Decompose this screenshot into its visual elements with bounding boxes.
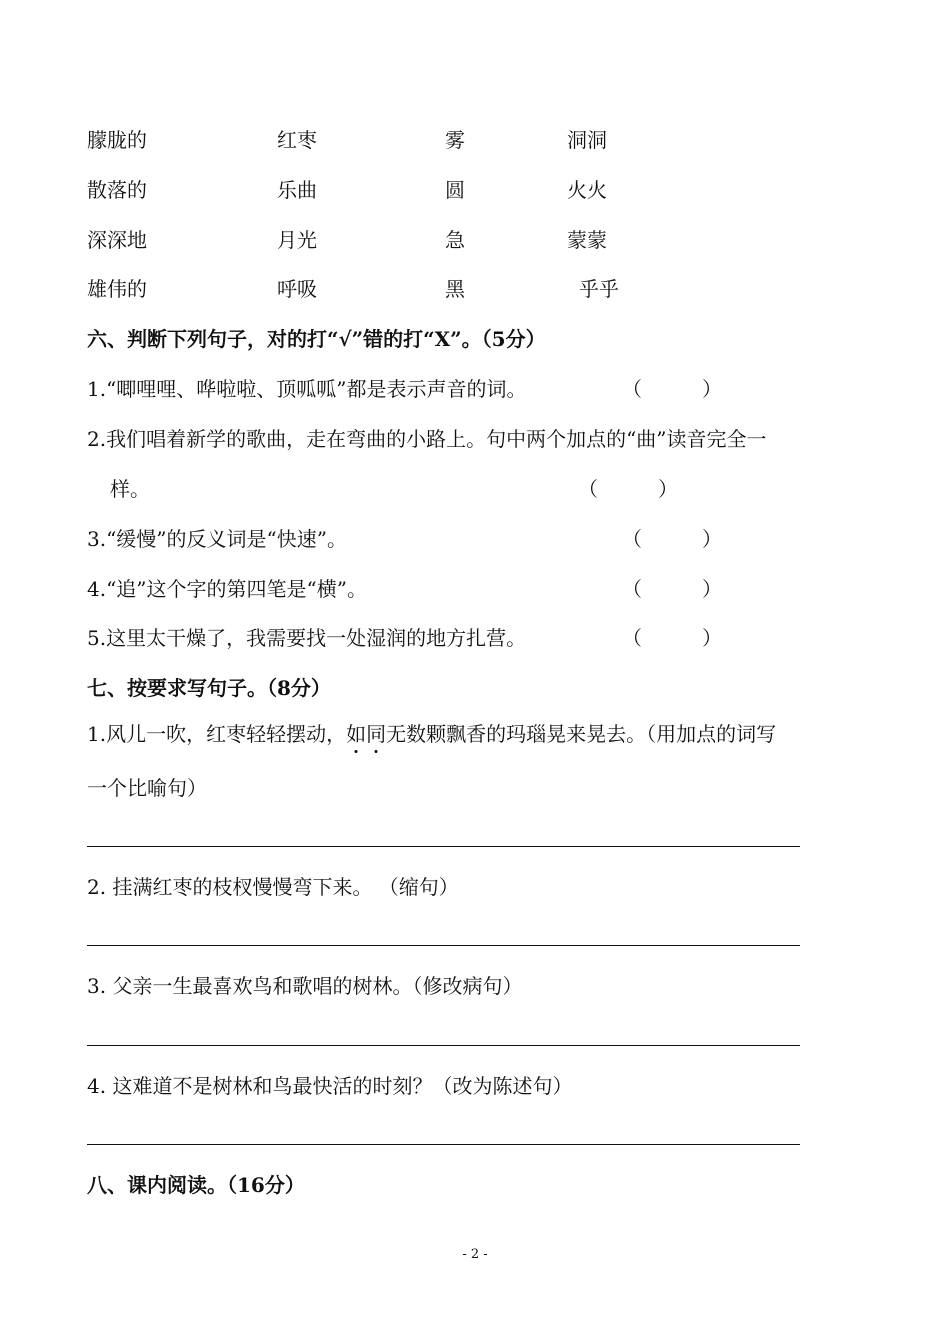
answer-paren-4[interactable]: （ ） <box>622 577 722 601</box>
page-number: - 2 - <box>462 1247 488 1262</box>
rewrite-item-1 <box>87 724 776 744</box>
word-cell: 乎乎 <box>579 277 619 301</box>
answer-paren-2[interactable]: （ ） <box>578 477 678 501</box>
emphasis-dot-char: 如 <box>346 722 367 746</box>
word-cell: 黑 <box>445 277 465 301</box>
rewrite-item-2: 2. 挂满红枣的枝杈慢慢弯下来。 （缩句） <box>87 875 459 899</box>
section8-title: 八、课内阅读。（16分） <box>87 1173 305 1197</box>
word-cell: 深深地 <box>87 228 147 252</box>
word-cell: 火火 <box>567 178 607 202</box>
answer-paren-1[interactable]: （ ） <box>622 377 722 401</box>
section7-title: 七、按要求写句子。（8分） <box>87 676 331 700</box>
judge-item-2-cont: 样。 <box>110 477 150 501</box>
word-cell: 雾 <box>445 128 465 152</box>
word-cell: 红枣 <box>277 128 317 152</box>
answer-line-3[interactable] <box>87 1045 800 1046</box>
judge-item-4: 4.“追”这个字的第四笔是“横”。 <box>87 577 367 601</box>
answer-paren-3[interactable]: （ ） <box>622 527 722 551</box>
judge-item-5: 5.这里太干燥了，我需要找一处湿润的地方扎营。 <box>87 626 527 650</box>
word-cell: 乐曲 <box>277 178 317 202</box>
word-cell: 月光 <box>277 228 317 252</box>
word-cell: 呼吸 <box>277 277 317 301</box>
rewrite-item-1-after: 无数颗飘香的玛瑙晃来晃去。（用加点的词写 <box>386 722 777 746</box>
word-cell: 洞洞 <box>567 128 607 152</box>
answer-paren-5[interactable]: （ ） <box>622 626 722 650</box>
section6-title: 六、判断下列句子，对的打“√”错的打“X”。（5分） <box>87 327 546 351</box>
judge-item-3: 3.“缓慢”的反义词是“快速”。 <box>87 527 347 551</box>
word-cell: 蒙蒙 <box>567 228 607 252</box>
word-cell: 朦胧的 <box>87 128 147 152</box>
rewrite-item-1-cont: 一个比喻句） <box>87 776 207 800</box>
answer-line-4[interactable] <box>87 1144 800 1145</box>
word-cell: 圆 <box>445 178 465 202</box>
rewrite-item-4: 4. 这难道不是树林和鸟最快活的时刻？（改为陈述句） <box>87 1074 573 1098</box>
emphasis-dot-char: 同 <box>366 722 387 746</box>
answer-line-2[interactable] <box>87 945 800 946</box>
judge-item-1: 1.“唧哩哩、哗啦啦、顶呱呱”都是表示声音的词。 <box>87 377 527 401</box>
answer-line-1[interactable] <box>87 846 800 847</box>
rewrite-item-1-before: 1.风儿一吹，红枣轻轻摆动， <box>87 722 347 746</box>
rewrite-item-3: 3. 父亲一生最喜欢鸟和歌唱的树林。（修改病句） <box>87 974 523 998</box>
judge-item-2: 2.我们唱着新学的歌曲，走在弯曲的小路上。句中两个加点的“曲”读音完全一 <box>87 427 767 451</box>
word-cell: 雄伟的 <box>87 277 147 301</box>
word-cell: 急 <box>445 228 465 252</box>
word-cell: 散落的 <box>87 178 147 202</box>
